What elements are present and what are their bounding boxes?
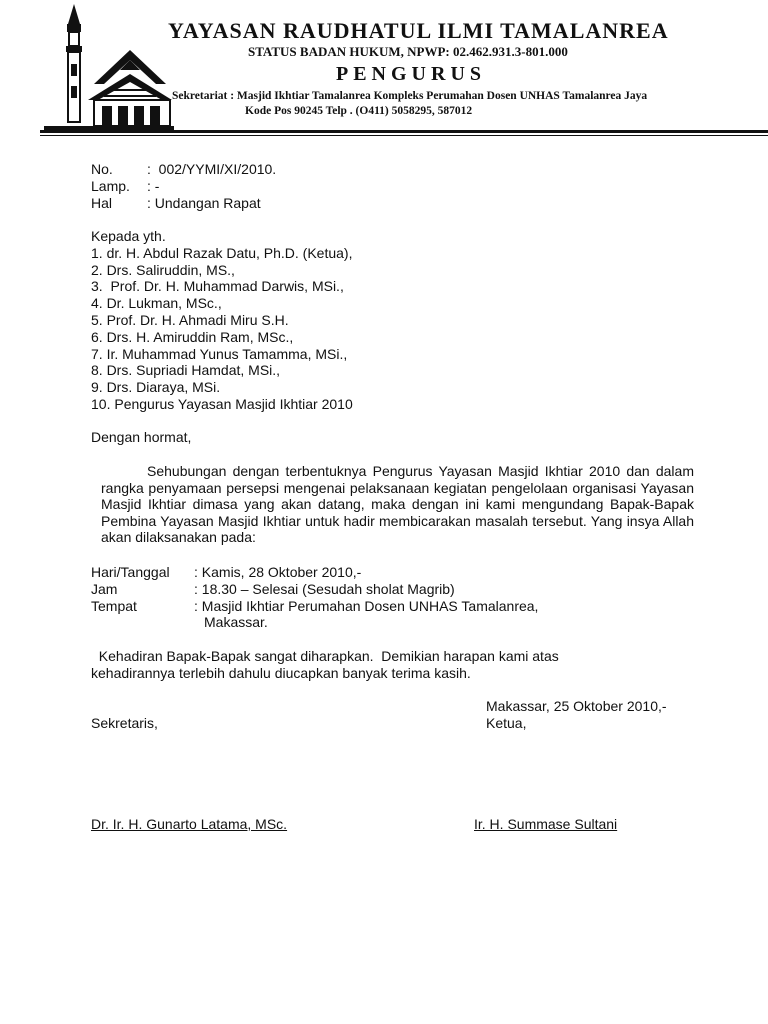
attachment-value: : - [147,178,160,194]
chair-role: Ketua, [486,715,527,731]
recipient-item: 3. Prof. Dr. H. Muhammad Darwis, MSi., [91,278,344,294]
recipient-item: 1. dr. H. Abdul Razak Datu, Ph.D. (Ketua), [91,245,353,261]
closing-line-2: kehadirannya terlebih dahulu diucapkan banyak terima kasih. [91,665,471,681]
chair-name: Ir. H. Summase Sultani [474,816,618,832]
recipient-item: 8. Drs. Supriadi Hamdat, MSi., [91,362,281,378]
secretary-role: Sekretaris, [91,715,158,731]
secretary-name: Dr. Ir. H. Gunarto Latama, MSc. [91,816,288,832]
closing-line-1: Kehadiran Bapak-Bapak sangat diharapkan. Demikian harapan kami atas [91,648,559,664]
letterhead-title: PENGURUS [336,63,487,85]
time-label: Jam [91,581,118,597]
recipients-heading: Kepada yth. [91,228,166,244]
recipient-item: 7. Ir. Muhammad Yunus Tamamma, MSi., [91,346,348,362]
body-paragraph-text: Sehubungan dengan terbentuknya Pengurus Yayasan Masjid Ikhtiar 2010 dan dalam rangka penyamaan persepsi mengenai pelaksanaan kegiatan pengelolaan organisasi Yayasan Masjid Ikhtiar dimasa yang akan datang, maka dengan ini kami mengundang Bapak-Bapak Pembina Yayasan Masjid Ikhtiar untuk hadir membicarakan masalah tersebut. Yang insya Allah akan dilaksanakan pada: [101,463,694,546]
recipient-item: 10. Pengurus Yayasan Masjid Ikhtiar 2010 [91,396,353,412]
place-value-line2: Makassar. [204,614,268,630]
letterhead-divider [40,130,768,133]
greeting: Dengan hormat, [91,429,192,445]
day-value: : Kamis, 28 Oktober 2010,- [194,564,362,580]
hal-label: Hal [91,195,113,211]
recipient-item: 5. Prof. Dr. H. Ahmadi Miru S.H. [91,312,289,328]
secretariat-address: Sekretariat : Masjid Ikhtiar Tamalanrea Kompleks Perumahan Dosen UNHAS Tamalanrea Jaya [172,90,648,102]
recipient-item: 6. Drs. H. Amiruddin Ram, MSc., [91,329,294,345]
mosque-logo-icon [44,4,174,134]
recipient-item: 4. Dr. Lukman, MSc., [91,295,222,311]
recipient-item: 9. Drs. Diaraya, MSi. [91,379,221,395]
subject-value: : Undangan Rapat [147,195,261,211]
day-label: Hari/Tanggal [91,564,170,580]
place-date: Makassar, 25 Oktober 2010,- [486,698,667,714]
body-paragraph [101,463,694,546]
time-value: : 18.30 – Selesai (Sesudah sholat Magrib) [194,581,455,597]
legal-status: STATUS BADAN HUKUM, NPWP: 02.462.931.3-801.000 [248,44,568,59]
letter-number: : 002/YYMI/XI/2010. [147,161,277,177]
lamp-label: Lamp. [91,178,130,194]
postal-phone: Kode Pos 90245 Telp . (O411) 5058295, 587012 [245,105,473,117]
no-label: No. [91,161,113,177]
place-label: Tempat [91,598,137,614]
place-value: : Masjid Ikhtiar Perumahan Dosen UNHAS Tamalanrea, [194,598,539,614]
organization-name: YAYASAN RAUDHATUL ILMI TAMALANREA [168,18,669,43]
recipient-item: 2. Drs. Saliruddin, MS., [91,262,235,278]
letterhead-divider-thin [40,135,768,136]
